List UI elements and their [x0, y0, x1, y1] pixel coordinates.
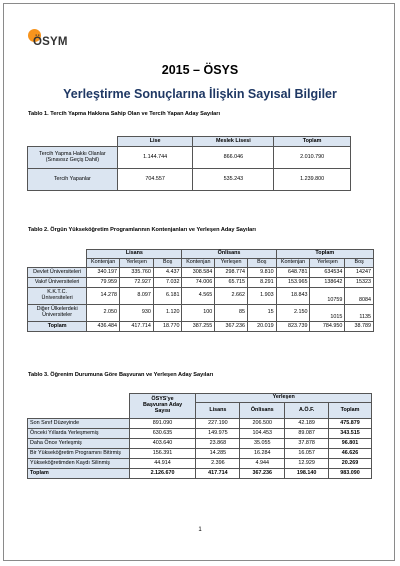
- table2-cell: 6.181: [153, 288, 182, 305]
- table2-corner: [28, 259, 87, 268]
- table2-subheader: Kontenjan: [276, 259, 310, 268]
- table3-corner: [28, 394, 130, 419]
- table2-total-cell: 367.236: [215, 322, 248, 332]
- table2-cell: 8.097: [120, 288, 154, 305]
- table2: [27, 249, 374, 332]
- table2-cell: 634534: [310, 268, 345, 278]
- table2-group-header: Lisans: [87, 250, 182, 259]
- table2-cell: 2.050: [87, 305, 120, 322]
- table3-cell: 16.284: [240, 449, 285, 459]
- table2-cell: 4.437: [153, 268, 182, 278]
- table2-total-cell: 387.255: [182, 322, 215, 332]
- table3-total-cell: 198.140: [285, 469, 329, 479]
- table1-cell: 2.010.790: [274, 147, 351, 169]
- table2-cell: 1.120: [153, 305, 182, 322]
- table3-subheader: Lisans: [196, 403, 240, 419]
- table3-subheader: A.Ö.F.: [285, 403, 329, 419]
- table3-cell: 403.640: [129, 439, 196, 449]
- table1-header: Meslek Lisesi: [193, 137, 274, 147]
- table2-cell: 153.965: [276, 278, 310, 288]
- table3-cell: 35.055: [240, 439, 285, 449]
- table1-corner: [28, 137, 118, 147]
- table2-cell: 74.006: [182, 278, 215, 288]
- table2-total-cell: 38.789: [345, 322, 374, 332]
- table2-cell: 2.150: [276, 305, 310, 322]
- table2-cell: 10759: [310, 288, 345, 305]
- table1-cell: 704.557: [117, 169, 193, 191]
- table2-group-header: Toplam: [276, 250, 373, 259]
- table2-cell: 308.584: [182, 268, 215, 278]
- page-title: 2015 – ÖSYS: [161, 63, 239, 77]
- table2-total-cell: 18.770: [153, 322, 182, 332]
- table2-subheader: Boş: [248, 259, 277, 268]
- table2-total-cell: 823.739: [276, 322, 310, 332]
- table2-cell: 930: [120, 305, 154, 322]
- table2-total-cell: 417.714: [120, 322, 154, 332]
- table2-row-label: K.K.T.C. Üniversiteleri: [28, 288, 87, 305]
- table1-header: Lise: [117, 137, 193, 147]
- table3-subheader: Önlisans: [240, 403, 285, 419]
- table3-subheader: Toplam: [329, 403, 372, 419]
- table2-cell: 1135: [345, 305, 374, 322]
- table3-total-cell: 2.126.670: [129, 469, 196, 479]
- table3-applicants-header: ÖSYS'ye Başvuran Aday Sayısı: [129, 394, 196, 419]
- table3-cell: 2.396: [196, 459, 240, 469]
- table1-cell: 1.144.744: [117, 147, 193, 169]
- table2-row-label: Devlet Üniversiteleri: [28, 268, 87, 278]
- table2-cell: 648.781: [276, 268, 310, 278]
- table1-cell: 866.046: [193, 147, 274, 169]
- table2-total-cell: 784.950: [310, 322, 345, 332]
- table2-subheader: Yerleşen: [215, 259, 248, 268]
- table2-subheader: Kontenjan: [87, 259, 120, 268]
- table2-subheader: Yerleşen: [310, 259, 345, 268]
- table3-caption: Tablo 3. Öğrenim Durumuna Göre Başvuran ve Yerleşen Aday Sayıları: [28, 372, 214, 378]
- table2-subheader: Boş: [153, 259, 182, 268]
- table2-group-header: Önlisans: [182, 250, 276, 259]
- table3-cell: 149.975: [196, 429, 240, 439]
- table2-subheader: Kontenjan: [182, 259, 215, 268]
- table1-caption: Tablo 1. Tercih Yapma Hakkına Sahip Olan ve Tercih Yapan Aday Sayıları: [28, 111, 221, 117]
- table2-cell: 15: [248, 305, 277, 322]
- table2-cell: 2.662: [215, 288, 248, 305]
- table1-row-label: Tercih Yapanlar: [28, 169, 118, 191]
- table2-cell: 138642: [310, 278, 345, 288]
- table3: [27, 393, 372, 479]
- table2-cell: 7.032: [153, 278, 182, 288]
- table2-row-label: Diğer Ülkelerdeki Üniversiteler: [28, 305, 87, 322]
- table3-cell: 630.635: [129, 429, 196, 439]
- table1-header: Toplam: [274, 137, 351, 147]
- table3-cell: 156.391: [129, 449, 196, 459]
- logo-text: ÖSYM: [33, 36, 68, 48]
- document-page: [3, 3, 395, 561]
- table3-cell: 104.453: [240, 429, 285, 439]
- table3-cell: 46.626: [329, 449, 372, 459]
- table2-subheader: Boş: [345, 259, 374, 268]
- table1-cell: 1.239.800: [274, 169, 351, 191]
- table3-cell: 37.878: [285, 439, 329, 449]
- table2-cell: 85: [215, 305, 248, 322]
- table2-corner: [28, 250, 87, 259]
- table2-subheader: Yerleşen: [120, 259, 154, 268]
- table3-row-label: Önceki Yıllarda Yerleşmemiş: [28, 429, 130, 439]
- table3-cell: 891.090: [129, 419, 196, 429]
- page-number: 1: [198, 527, 202, 533]
- table3-row-label: Daha Önce Yerleşmiş: [28, 439, 130, 449]
- table3-total-label: Toplam: [28, 469, 130, 479]
- table3-total-cell: 367.236: [240, 469, 285, 479]
- table2-cell: 9.810: [248, 268, 277, 278]
- table2-cell: 65.715: [215, 278, 248, 288]
- table3-row-label: Son Sınıf Düzeyinde: [28, 419, 130, 429]
- table2-cell: 100: [182, 305, 215, 322]
- table2-cell: 8.291: [248, 278, 277, 288]
- table3-total-cell: 983.090: [329, 469, 372, 479]
- table2-cell: 8084: [345, 288, 374, 305]
- table3-cell: 12.929: [285, 459, 329, 469]
- table2-cell: 79.959: [87, 278, 120, 288]
- table3-group-header: Yerleşen: [196, 394, 372, 403]
- table2-cell: 18.843: [276, 288, 310, 305]
- table3-row-label: Bir Yükseköğretim Programını Bitirmiş: [28, 449, 130, 459]
- table2-cell: 14247: [345, 268, 374, 278]
- table2-cell: 1.903: [248, 288, 277, 305]
- table3-cell: 343.515: [329, 429, 372, 439]
- table2-cell: 14.278: [87, 288, 120, 305]
- table2-cell: 15323: [345, 278, 374, 288]
- table1-cell: 535.243: [193, 169, 274, 191]
- table2-cell: 335.760: [120, 268, 154, 278]
- table3-row-label: Yükseköğretimden Kaydı Silinmiş: [28, 459, 130, 469]
- table3-total-cell: 417.714: [196, 469, 240, 479]
- table1-row-label: Tercih Yapma Hakkı Olanlar (Sınavsız Geçiş Dahil): [28, 147, 118, 169]
- osym-logo: [26, 26, 106, 60]
- table3-cell: 227.190: [196, 419, 240, 429]
- table2-cell: 298.774: [215, 268, 248, 278]
- table2-total-cell: 436.484: [87, 322, 120, 332]
- table3-cell: 42.189: [285, 419, 329, 429]
- table2-caption: Tablo 2. Örgün Yükseköğretim Programlarının Kontenjanları ve Yerleşen Aday Sayıları: [28, 227, 256, 233]
- table3-cell: 14.285: [196, 449, 240, 459]
- table2-total-cell: 20.019: [248, 322, 277, 332]
- table2-total-label: Toplam: [28, 322, 87, 332]
- table3-cell: 16.057: [285, 449, 329, 459]
- table3-cell: 475.879: [329, 419, 372, 429]
- table3-cell: 206.500: [240, 419, 285, 429]
- table3-cell: 44.914: [129, 459, 196, 469]
- table2-row-label: Vakıf Üniversiteleri: [28, 278, 87, 288]
- table3-cell: 23.868: [196, 439, 240, 449]
- page-subtitle: Yerleştirme Sonuçlarına İlişkin Sayısal Bilgiler: [63, 87, 337, 101]
- table2-cell: 1015: [310, 305, 345, 322]
- table2-cell: 340.197: [87, 268, 120, 278]
- table3-cell: 20.269: [329, 459, 372, 469]
- table1: [27, 136, 351, 191]
- table3-cell: 89.087: [285, 429, 329, 439]
- table3-cell: 96.801: [329, 439, 372, 449]
- table2-cell: 72.927: [120, 278, 154, 288]
- table2-cell: 4.565: [182, 288, 215, 305]
- table3-cell: 4.944: [240, 459, 285, 469]
